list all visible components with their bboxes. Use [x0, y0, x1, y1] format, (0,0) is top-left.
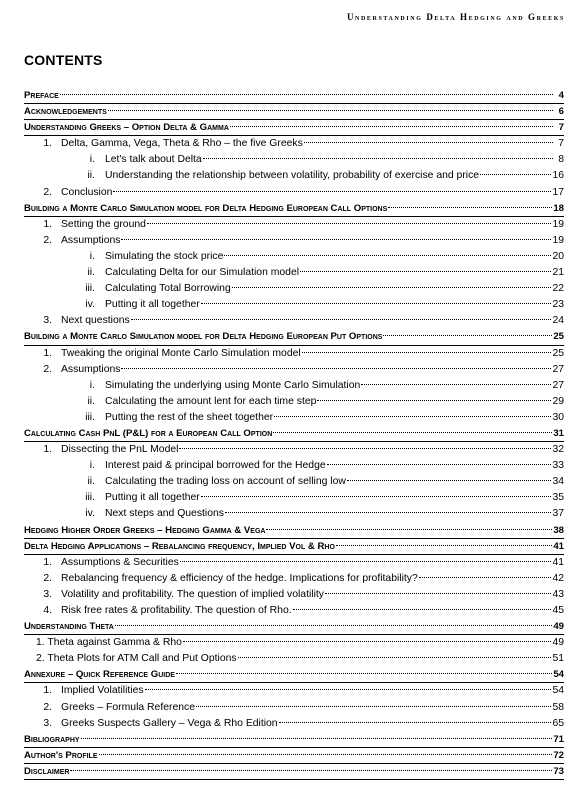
- toc-entry-page: 22: [552, 283, 564, 295]
- toc-entry-page: 17: [552, 186, 564, 198]
- toc-entry-page: 42: [552, 572, 564, 584]
- dot-leader: [232, 287, 552, 288]
- toc-entry[interactable]: [24, 603, 564, 619]
- toc-entry-label: Calculating the amount lent for each time step: [105, 395, 317, 407]
- toc-entry-number: 1.: [43, 347, 52, 359]
- dot-leader: [304, 142, 553, 143]
- toc-entry-label: Acknowledgements: [24, 106, 107, 118]
- toc-entry-label: Calculating Total Borrowing: [105, 283, 231, 295]
- toc-entry-number: 1.: [43, 556, 52, 568]
- toc-entry-page: 30: [552, 411, 564, 423]
- toc-entry-label: Calculating Cash PnL (P&L) for a European Call Option: [24, 427, 273, 439]
- toc-entry-label: Putting the rest of the sheet together: [105, 411, 274, 423]
- toc-entry-label: Calculating the trading loss on account of selling low: [105, 476, 346, 488]
- toc-entry[interactable]: [24, 587, 564, 603]
- toc-entry-label: Simulating the underlying using Monte Carlo Simulation: [105, 379, 361, 391]
- dot-leader: [201, 303, 552, 304]
- toc-entry-page: 7: [558, 138, 564, 150]
- toc-entry-page: 37: [552, 508, 564, 520]
- toc-entry-number: iii.: [85, 492, 95, 504]
- toc-entry[interactable]: [24, 474, 564, 490]
- toc-entry-page: 41: [553, 540, 564, 552]
- toc-entry-number: 2.: [43, 572, 52, 584]
- dot-leader: [115, 625, 552, 626]
- toc-entry-label: Conclusion: [61, 186, 113, 198]
- toc-entry-page: 16: [552, 170, 564, 182]
- toc-entry-page: 23: [552, 299, 564, 311]
- toc-entry-page: 35: [552, 492, 564, 504]
- toc-entry-label: Building a Monte Carlo Simulation model for Delta Hedging European Call Options: [24, 202, 388, 214]
- toc-entry-page: 51: [552, 653, 564, 665]
- toc-entry[interactable]: [24, 249, 564, 265]
- toc-entry[interactable]: [24, 571, 564, 587]
- toc-entry-label: Assumptions: [61, 234, 121, 246]
- toc-entry-label: Calculating Delta for our Simulation model: [105, 267, 300, 279]
- toc-entry[interactable]: [24, 281, 564, 297]
- toc-entry[interactable]: [24, 265, 564, 281]
- toc-entry-page: 4: [558, 90, 564, 101]
- toc-entry-label: Understanding the relationship between volatility, probability of exercise and price: [105, 170, 480, 182]
- toc-entry[interactable]: [24, 104, 564, 120]
- toc-entry-number: 1.: [43, 218, 52, 230]
- dot-leader: [273, 432, 552, 433]
- toc-entry[interactable]: [24, 700, 564, 716]
- toc-entry-label: Setting the ground: [61, 218, 146, 230]
- toc-entry-label: Author's Profile: [24, 749, 98, 761]
- toc-entry[interactable]: [24, 378, 564, 394]
- toc-entry-page: 72: [553, 749, 564, 761]
- toc-entry-label: Assumptions & Securities: [61, 556, 179, 568]
- dot-leader: [108, 110, 553, 111]
- dot-leader: [99, 754, 553, 755]
- toc-entry[interactable]: [24, 185, 564, 201]
- toc-entry-page: 31: [553, 427, 564, 439]
- toc-entry-number: iv.: [85, 299, 95, 311]
- toc-entry-number: 2.: [43, 363, 52, 375]
- dot-leader: [145, 689, 552, 690]
- toc-entry[interactable]: [24, 748, 564, 764]
- toc-entry-label: Annexure – Quick Reference Guide: [24, 669, 175, 681]
- toc-entry[interactable]: [24, 313, 564, 329]
- toc-entry-label: Risk free rates & profitability. The question of Rho.: [61, 605, 292, 616]
- toc-entry[interactable]: [24, 732, 564, 748]
- toc-entry-label: Hedging Higher Order Greeks – Hedging Gamma & Vega: [24, 524, 266, 536]
- toc-entry-page: 27: [552, 379, 564, 391]
- toc-entry[interactable]: [24, 88, 564, 104]
- dot-leader: [121, 239, 551, 240]
- toc-entry-page: 34: [552, 476, 564, 488]
- toc-entry[interactable]: [24, 506, 564, 522]
- dot-leader: [70, 770, 552, 771]
- toc-entry-page: 19: [552, 218, 564, 230]
- toc-entry-number: iii.: [85, 283, 95, 295]
- dot-leader: [176, 673, 552, 674]
- toc-entry-label: Tweaking the original Monte Carlo Simulation model: [61, 347, 301, 359]
- toc-entry-page: 71: [553, 733, 564, 745]
- dot-leader: [347, 480, 552, 481]
- toc-entry-label: Assumptions: [61, 363, 121, 375]
- toc-entry-label: Greeks Suspects Gallery – Vega & Rho Edition: [61, 717, 278, 729]
- dot-leader: [60, 94, 553, 95]
- toc-entry-page: 45: [552, 605, 564, 616]
- toc-entry-page: 38: [553, 524, 564, 536]
- toc-entry-number: ii.: [87, 476, 95, 488]
- toc-entry-page: 43: [552, 588, 564, 600]
- toc-entry-number: i.: [89, 154, 95, 166]
- toc-entry-label: Preface: [24, 90, 59, 101]
- dot-leader: [279, 722, 552, 723]
- toc-entry-label: Putting it all together: [105, 299, 200, 311]
- toc-entry-page: 20: [552, 250, 564, 262]
- toc-entry[interactable]: [24, 635, 564, 651]
- toc-entry-label: 2. Theta Plots for ATM Call and Put Options: [36, 653, 237, 665]
- toc-entry[interactable]: [24, 136, 564, 152]
- toc-entry[interactable]: [24, 539, 564, 555]
- dot-leader: [302, 352, 552, 353]
- toc-entry-page: 41: [552, 556, 564, 568]
- toc-entry-page: 25: [552, 347, 564, 359]
- toc-entry[interactable]: [24, 297, 564, 313]
- toc-entry-page: 18: [553, 202, 564, 214]
- toc-entry[interactable]: [24, 410, 564, 426]
- toc-entry-label: Rebalancing frequency & efficiency of the hedge. Implications for profitability?: [61, 572, 418, 584]
- dot-leader: [147, 223, 552, 224]
- toc-entry[interactable]: [24, 442, 564, 458]
- toc-entry[interactable]: [24, 346, 564, 362]
- toc-entry-page: 8: [558, 154, 564, 166]
- toc-entry-label: Building a Monte Carlo Simulation model for Delta Hedging European Put Options: [24, 331, 383, 343]
- toc-entry-number: 1.: [43, 444, 52, 456]
- toc-entry-page: 32: [552, 444, 564, 456]
- toc-entry-number: i.: [89, 250, 95, 262]
- toc-entry[interactable]: [24, 394, 564, 410]
- toc-entry-page: 54: [552, 685, 564, 697]
- toc-entry-page: 73: [553, 765, 564, 777]
- toc-entry[interactable]: [24, 523, 564, 539]
- toc-entry-label: Understanding Greeks – Option Delta & Gamma: [24, 122, 229, 134]
- dot-leader: [113, 191, 551, 192]
- dot-leader: [121, 368, 551, 369]
- toc-entry-page: 6: [558, 106, 564, 118]
- toc-entry-number: i.: [89, 379, 95, 391]
- toc-entry-page: 19: [552, 234, 564, 246]
- toc-entry-label: Next questions: [61, 315, 130, 327]
- toc-entry-label: Implied Volatilities: [61, 685, 144, 697]
- dot-leader: [224, 255, 551, 256]
- toc-entry-page: 27: [552, 363, 564, 375]
- toc-entry-number: ii.: [87, 267, 95, 279]
- toc-entry[interactable]: [24, 217, 564, 233]
- dot-leader: [361, 384, 551, 385]
- dot-leader: [201, 496, 552, 497]
- dot-leader: [179, 448, 551, 449]
- toc-entry-label: Putting it all together: [105, 492, 200, 504]
- dot-leader: [230, 126, 553, 127]
- dot-leader: [225, 512, 551, 513]
- dot-leader: [266, 529, 552, 530]
- toc-entry-page: 33: [552, 460, 564, 472]
- toc-entry[interactable]: [24, 619, 564, 635]
- toc-entry-number: iii.: [85, 411, 95, 423]
- dot-leader: [317, 400, 551, 401]
- dot-leader: [480, 174, 551, 175]
- toc-entry-number: 3.: [43, 717, 52, 729]
- toc-entry-label: Greeks – Formula Reference: [61, 701, 195, 713]
- dot-leader: [180, 561, 552, 562]
- toc-entry-label: Interest paid & principal borrowed for the Hedge: [105, 460, 326, 472]
- dot-leader: [274, 416, 551, 417]
- toc-entry[interactable]: [24, 362, 564, 378]
- dot-leader: [238, 657, 552, 658]
- toc-entry-page: 24: [552, 315, 564, 327]
- toc-entry-page: 49: [553, 621, 564, 633]
- dot-leader: [300, 271, 551, 272]
- dot-leader: [325, 593, 551, 594]
- toc-entry-label: Simulating the stock price: [105, 250, 224, 262]
- toc-entry[interactable]: [24, 426, 564, 442]
- toc-entry[interactable]: [24, 667, 564, 683]
- toc-entry-label: 1. Theta against Gamma & Rho: [36, 637, 182, 649]
- toc-entry[interactable]: [24, 120, 564, 136]
- toc-entry-number: 1.: [43, 138, 52, 150]
- toc-entry-number: 4.: [43, 605, 52, 616]
- toc-entry[interactable]: [24, 152, 564, 168]
- dot-leader: [336, 545, 552, 546]
- toc-entry[interactable]: [24, 651, 564, 667]
- toc-entry-number: ii.: [87, 395, 95, 407]
- toc-entry-label: Delta, Gamma, Vega, Theta & Rho – the five Greeks: [61, 138, 303, 150]
- dot-leader: [203, 158, 553, 159]
- toc-entry[interactable]: [24, 555, 564, 571]
- toc-entry-page: 21: [552, 267, 564, 279]
- toc-entry[interactable]: [24, 233, 564, 249]
- toc-entry-number: 1.: [43, 685, 52, 697]
- page-title: CONTENTS: [24, 52, 103, 68]
- toc-entry-number: 2.: [43, 234, 52, 246]
- toc-entry-page: 25: [553, 331, 564, 343]
- running-header: Understanding Delta Hedging and Greeks: [346, 12, 565, 22]
- dot-leader: [293, 609, 552, 610]
- toc-entry[interactable]: [24, 716, 564, 732]
- toc-entry[interactable]: [24, 458, 564, 474]
- dot-leader: [183, 641, 552, 642]
- toc-entry-page: 29: [552, 395, 564, 407]
- toc-entry-page: 54: [553, 669, 564, 681]
- toc-entry-number: 3.: [43, 588, 52, 600]
- dot-leader: [81, 738, 553, 739]
- dot-leader: [383, 335, 552, 336]
- toc-entry[interactable]: [24, 683, 564, 699]
- toc-entry[interactable]: [24, 764, 564, 780]
- toc-entry-number: 3.: [43, 315, 52, 327]
- toc-entry-number: ii.: [87, 170, 95, 182]
- toc-entry-page: 7: [558, 122, 564, 134]
- toc-entry[interactable]: [24, 201, 564, 217]
- toc-entry[interactable]: [24, 329, 564, 345]
- toc-entry-label: Let's talk about Delta: [105, 154, 202, 166]
- toc-entry-number: iv.: [85, 508, 95, 520]
- dot-leader: [131, 319, 552, 320]
- toc-entry-label: Understanding Theta: [24, 621, 114, 633]
- toc-entry-page: 65: [552, 717, 564, 729]
- dot-leader: [419, 577, 552, 578]
- dot-leader: [388, 207, 552, 208]
- toc-entry-label: Dissecting the PnL Model: [61, 444, 179, 456]
- table-of-contents: [24, 88, 564, 780]
- toc-entry-number: 2.: [43, 701, 52, 713]
- dot-leader: [327, 464, 552, 465]
- toc-entry-page: 49: [552, 637, 564, 649]
- toc-entry-label: Next steps and Questions: [105, 508, 224, 520]
- toc-entry-page: 58: [552, 701, 564, 713]
- toc-entry[interactable]: [24, 168, 564, 184]
- toc-entry-label: Volatility and profitability. The question of implied volatility: [61, 588, 324, 600]
- toc-entry-label: Disclaimer: [24, 765, 70, 777]
- toc-entry-number: 2.: [43, 186, 52, 198]
- dot-leader: [196, 706, 551, 707]
- toc-entry-label: Bibliography: [24, 733, 80, 745]
- toc-entry-number: i.: [89, 460, 95, 472]
- toc-entry[interactable]: [24, 490, 564, 506]
- toc-entry-label: Delta Hedging Applications – Rebalancing frequency, Implied Vol & Rho: [24, 540, 335, 552]
